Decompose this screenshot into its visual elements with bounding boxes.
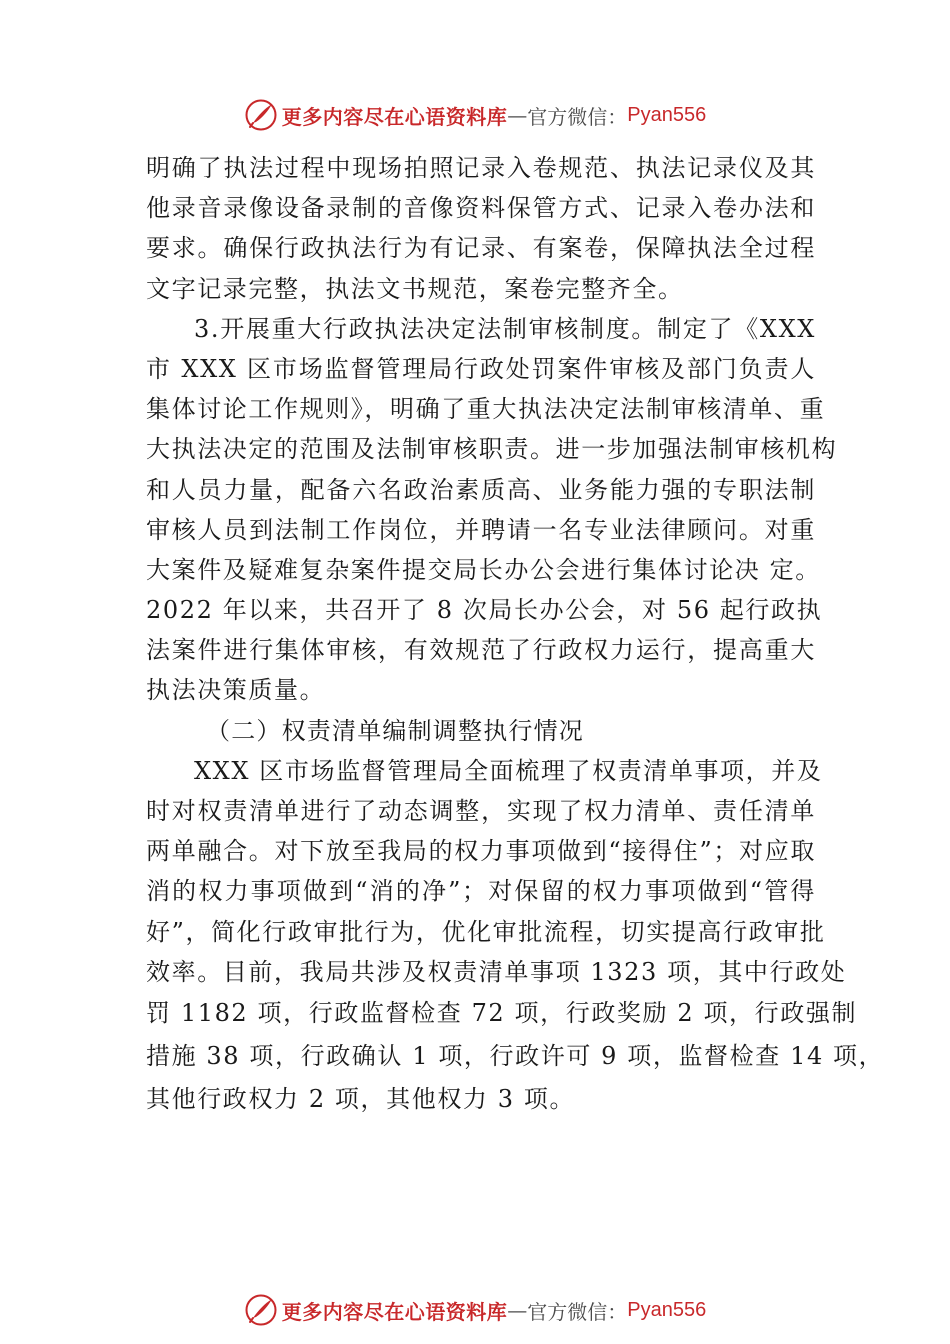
body-line: 大案件及疑难复杂案件提交局长办公会进行集体讨论决 定。 (146, 555, 821, 584)
body-line: 效率。目前，我局共涉及权责清单事项 1323 项，其中行政处 (146, 957, 847, 986)
quill-pen-circle-icon (244, 1293, 278, 1327)
banner-wechat-label: 官方微信： (527, 104, 628, 129)
body-line: 文字记录完整，执法文书规范，案卷完整齐全。 (146, 274, 684, 303)
banner-wechat-label: 官方微信： (527, 1299, 628, 1324)
body-line: 他录音录像设备录制的音像资料保管方式、记录入卷办法和 (146, 194, 816, 223)
body-line: 措施 38 项，行政确认 1 项，行政许可 9 项，监督检查 14 项， (146, 1041, 885, 1070)
body-line: 和人员力量，配备六名政治素质高、业务能力强的专职法制 (146, 475, 816, 504)
document-body (146, 148, 885, 1121)
body-line: 好”，简化行政审批行为，优化审批流程，切实提高行政审批 (146, 917, 826, 946)
body-line: 2022 年以来，共召开了 8 次局长办公会，对 56 起行政执 (146, 596, 823, 625)
body-line: 集体讨论工作规则》，明确了重大执法决定法制审核清单、重 (146, 395, 826, 424)
footer-watermark-banner (0, 1290, 950, 1330)
body-line: 大执法决定的范围及法制审核职责。进一步加强法制审核机构 (146, 435, 838, 464)
body-line: 消的权力事项做到“消的净”；对保留的权力事项做到“管得 (146, 877, 816, 906)
body-line: 审核人员到法制工作岗位，并聘请一名专业法律顾问。对重 (146, 515, 816, 544)
body-line: 明确了执法过程中现场拍照记录入卷规范、执法记录仪及其 (146, 154, 816, 182)
body-line: 其他行政权力 2 项，其他权力 3 项。 (146, 1084, 576, 1113)
body-line: 执法决策质量。 (146, 676, 326, 705)
banner-wechat-account: Pyan556 (627, 1298, 707, 1321)
quill-pen-circle-icon (244, 98, 278, 132)
body-line: 要求。确保行政执法行为有记录、有案卷，保障执法全过程 (146, 234, 816, 263)
banner-brand-text: 更多内容尽在心语资料库 (281, 1299, 508, 1324)
body-line: 市 XXX 区市场监督管理局行政处罚案件审核及部门负责人 (146, 354, 816, 383)
banner-brand-text: 更多内容尽在心语资料库 (281, 104, 508, 129)
body-line: 两单融合。对下放至我局的权力事项做到“接得住”；对应取 (146, 837, 816, 866)
body-line: 3.开展重大行政执法决定法制审核制度。制定了《XXX (194, 314, 816, 343)
body-line: 时对权责清单进行了动态调整，实现了权力清单、责任清单 (146, 797, 816, 825)
body-line: 法案件进行集体审核，有效规范了行政权力运行，提高重大 (146, 636, 816, 665)
banner-separator: — (507, 103, 528, 127)
banner-wechat-account: Pyan556 (627, 103, 707, 126)
body-line: 罚 1182 项，行政监督检查 72 项，行政奖励 2 项，行政强制 (146, 998, 858, 1027)
body-line: XXX 区市场监督管理局全面梳理了权责清单事项，并及 (194, 756, 823, 785)
header-watermark-banner (0, 95, 950, 135)
banner-separator: — (507, 1298, 528, 1322)
section-heading: （二）权责清单编制调整执行情况 (206, 716, 584, 745)
